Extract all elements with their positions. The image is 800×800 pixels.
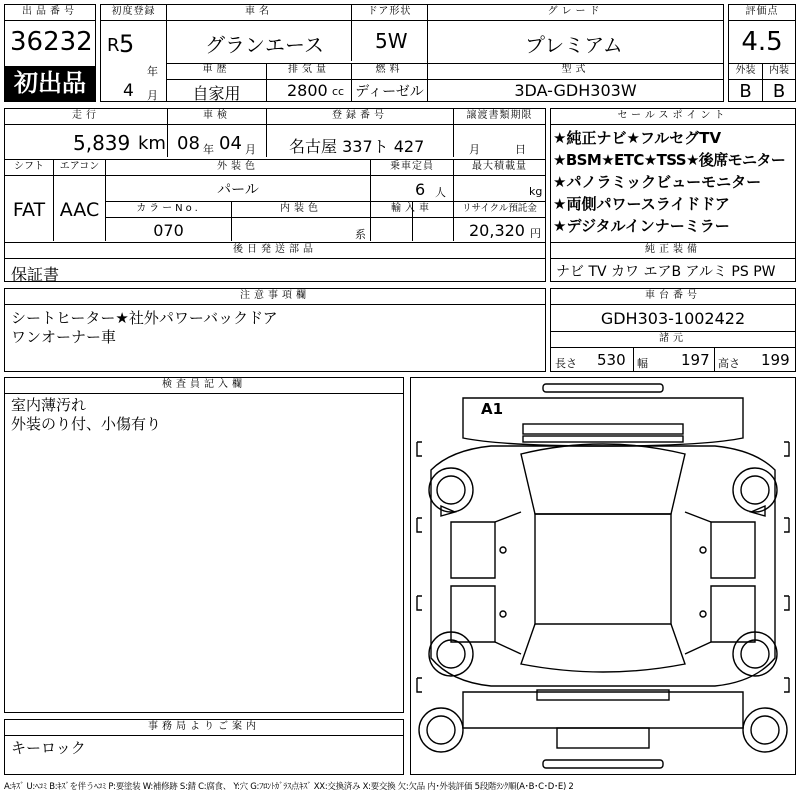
sales-points-label: セールスポイント xyxy=(617,110,729,121)
shipping-label: 後日発送部品 xyxy=(233,244,317,255)
mileage: 5,839 xyxy=(73,131,131,155)
chassis-number: GDH303-1002422 xyxy=(600,309,746,328)
ext-color-label: 外装色 xyxy=(217,161,259,172)
year-num: 5 xyxy=(119,30,135,58)
rating-label: 評価点 xyxy=(745,6,779,17)
inspection-year-unit: 年 xyxy=(203,143,214,156)
listing-header xyxy=(100,4,724,102)
door-label: ドア形状 xyxy=(367,6,412,17)
length-label: 長さ xyxy=(555,357,577,370)
registration: 名古屋 337ト 427 xyxy=(289,137,425,156)
inspector-lines xyxy=(11,396,161,434)
displacement-label: 排気量 xyxy=(288,64,330,75)
damage-mark: A1 xyxy=(481,400,504,418)
exterior-score: B xyxy=(739,81,752,102)
capacity: 6 xyxy=(415,180,426,199)
year-unit: 年 xyxy=(147,65,158,78)
caution-label: 注意事項欄 xyxy=(240,290,310,301)
recycle-label: リサイクル預託金 xyxy=(462,203,537,214)
interior-score: B xyxy=(772,81,786,102)
equipment-label: 純正装備 xyxy=(645,244,701,255)
recycle-unit: 円 xyxy=(530,227,541,240)
capacity-unit: 人 xyxy=(435,186,446,199)
inspection-month: 04 xyxy=(219,133,242,154)
door: 5W xyxy=(375,29,408,53)
import-label: 輸入車 xyxy=(391,203,433,214)
transfer-month-unit: 月 xyxy=(469,143,480,156)
fuel: ディーゼル xyxy=(355,84,424,100)
car-name: グランエース xyxy=(205,33,324,57)
int-color-unit: 系 xyxy=(355,228,366,241)
ac-label: エアコン xyxy=(59,161,100,172)
rating-box xyxy=(728,4,796,102)
month-num: 4 xyxy=(123,81,134,101)
office-label: 事務局よりご案内 xyxy=(148,721,260,732)
chassis-label: 車台番号 xyxy=(645,290,701,301)
vehicle-details xyxy=(4,108,546,282)
sales-point-item: ★純正ナビ★フルセグTV xyxy=(553,129,722,147)
history: 自家用 xyxy=(192,84,241,103)
shift: FAT xyxy=(12,199,46,221)
month-unit: 月 xyxy=(147,89,158,102)
capacity-label: 乗車定員 xyxy=(390,161,434,172)
shipping-value: 保証書 xyxy=(11,265,60,284)
model: 3DA-GDH303W xyxy=(514,81,637,100)
sales-point-item: ★両側パワースライドドア xyxy=(553,195,730,213)
lot-number-label: 出品番号 xyxy=(22,6,78,17)
recycle: 20,320 xyxy=(469,221,525,240)
grade-label: グレード xyxy=(547,6,604,17)
legend: A:ｷｽﾞ U:ﾍｺﾐ B:ｷｽﾞを伴うﾍｺﾐ P:要塗装 W:補修跡 S:錆 C:腐食、 Y:穴 G:ﾌﾛﾝﾄｶﾞﾗｽ点ｷｽﾞ XX:交換済み X:要交換 欠:欠品 内･外装評価 5段階ﾗﾝｸ順(A･B･C･D･E) 2 xyxy=(4,782,574,792)
sales-point-item: ★デジタルインナーミラー xyxy=(553,217,730,235)
displacement-unit: cc xyxy=(332,85,345,98)
load-unit: kg xyxy=(529,185,543,198)
color-no-label: カラーNo. xyxy=(136,203,201,214)
inspector-line: 外装のり付、小傷有り xyxy=(11,415,162,433)
caution-line: ワンオーナー車 xyxy=(11,328,117,346)
interior-label: 内装 xyxy=(769,65,789,76)
first-reg-label: 初度登録 xyxy=(111,6,156,17)
width-label: 幅 xyxy=(637,357,648,370)
caution-lines xyxy=(11,309,278,347)
grade: プレミアム xyxy=(525,33,623,57)
height-label: 高さ xyxy=(718,357,740,370)
sales-point-item: ★パノラミックビューモニター xyxy=(553,173,762,191)
sales-points xyxy=(550,108,796,282)
registration-label: 登録番号 xyxy=(332,110,388,121)
mileage-unit: km xyxy=(138,133,166,154)
inspection-month-unit: 月 xyxy=(245,143,256,156)
fuel-label: 燃料 xyxy=(375,64,404,75)
exterior-label: 外装 xyxy=(735,65,756,76)
sales-points-list xyxy=(553,127,795,237)
ext-color: パール xyxy=(217,182,259,198)
era: R xyxy=(107,35,120,56)
rating: 4.5 xyxy=(741,27,783,57)
transfer-label: 譲渡書類期限 xyxy=(466,110,533,121)
height: 199 xyxy=(761,351,790,369)
car-outline xyxy=(411,378,795,774)
width: 197 xyxy=(681,351,710,369)
caution-line: シートヒーター★社外パワーバックドア xyxy=(11,309,278,327)
inspection-year: 08 xyxy=(177,133,200,154)
inspector-line: 室内薄汚れ xyxy=(11,396,87,414)
load-label: 最大積載量 xyxy=(472,161,527,172)
lot-number: 36232 xyxy=(10,27,93,57)
lot-number-box xyxy=(4,4,96,102)
mileage-label: 走行 xyxy=(72,110,100,121)
first-listing-badge xyxy=(5,66,95,101)
chassis-box xyxy=(550,288,796,372)
inspection-label: 車検 xyxy=(203,110,231,121)
office-value: キーロック xyxy=(11,739,86,757)
office-box xyxy=(4,719,404,775)
int-color-label: 内装色 xyxy=(280,203,322,214)
equipment-value: ナビ TV カワ エアB アルミ PS PW xyxy=(556,264,776,280)
transfer-day-unit: 日 xyxy=(515,143,526,156)
first-listing-text: 初出品 xyxy=(14,69,86,97)
history-label: 車歴 xyxy=(202,64,231,75)
caution-box xyxy=(4,288,546,372)
inspector-label: 検査員記入欄 xyxy=(162,379,246,390)
sales-point-item: ★BSM★ETC★TSS★後席モニター xyxy=(553,151,786,169)
ac: AAC xyxy=(59,199,100,221)
inspector-box xyxy=(4,377,404,713)
spec-label: 諸元 xyxy=(659,333,687,344)
model-label: 型式 xyxy=(561,64,590,75)
damage-diagram xyxy=(410,377,796,775)
displacement: 2800 xyxy=(287,81,328,100)
shift-label: シフト xyxy=(14,161,44,172)
length: 530 xyxy=(597,351,626,369)
color-no: 070 xyxy=(153,221,184,240)
car-name-label: 車名 xyxy=(245,6,273,17)
